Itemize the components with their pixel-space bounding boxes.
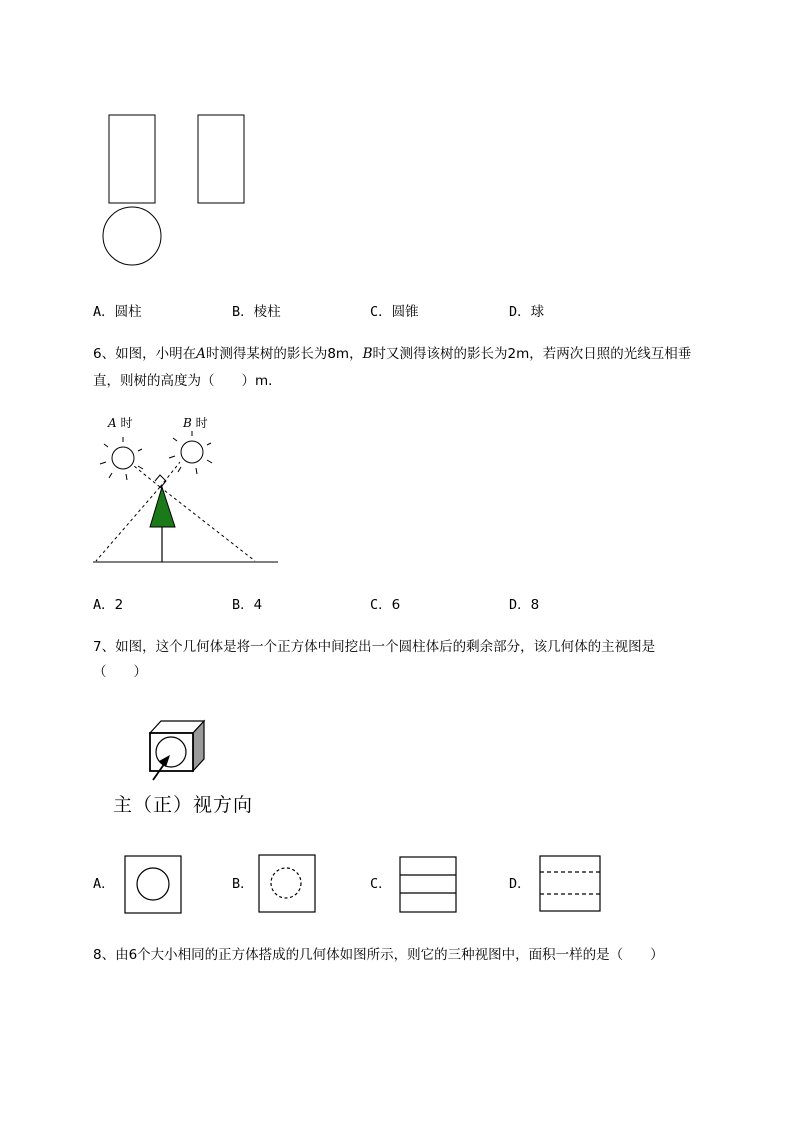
q6-text-b: 时测得某树的影长为8m，: [205, 346, 363, 362]
option-text: 球: [530, 304, 545, 320]
q7-stem-line2: （ ）: [93, 664, 147, 680]
q6-text-c: 时又测得该树的影长为2m，若两次日照的光线互相垂: [372, 346, 692, 362]
option-key: B．: [232, 597, 254, 613]
option-key: D．: [509, 304, 531, 320]
q7-option-b-figure[interactable]: [259, 855, 315, 912]
option-text: 2: [114, 597, 124, 613]
option-key: A．: [93, 876, 115, 892]
option-key: D．: [509, 876, 531, 892]
q6-var-b: B: [362, 346, 373, 362]
option-key: B．: [232, 304, 254, 320]
q7-option-d-figure[interactable]: [540, 856, 600, 911]
option-key: C．: [370, 304, 392, 320]
option-key: D．: [509, 597, 531, 613]
option-text: 圆柱: [114, 304, 142, 320]
q7-option-a-figure[interactable]: [125, 856, 181, 913]
sun-b-var: B: [183, 416, 192, 430]
sun-a-var: A: [108, 416, 117, 430]
q8-stem-line1: 8、由6个大小相同的正方体搭成的几何体如图所示，则它的三种视图中，面积一样的是（ ）: [93, 947, 664, 963]
option-key: A．: [93, 304, 115, 320]
q6-var-a: A: [196, 346, 206, 362]
option-text: 4: [253, 597, 263, 613]
q7-option-c-figure[interactable]: [400, 857, 456, 912]
option-text: 圆锥: [391, 304, 419, 320]
sun-a-time: 时: [120, 416, 133, 430]
option-key: B．: [232, 876, 254, 892]
option-key: C．: [370, 597, 392, 613]
sun-b-time: 时: [195, 416, 208, 430]
view-direction-label: 主（正）视方向: [113, 794, 254, 816]
option-text: 6: [391, 597, 401, 613]
option-key: C．: [370, 876, 392, 892]
q6-text-a: 6、如图，小明在: [93, 346, 197, 362]
option-key: A．: [93, 597, 115, 613]
option-text: 棱柱: [253, 304, 281, 320]
option-text: 8: [530, 597, 540, 613]
q6-stem-line2: 直，则树的高度为（ ）m．: [93, 373, 282, 389]
q7-stem-line1: 7、如图，这个几何体是将一个正方体中间挖出一个圆柱体后的剩余部分，该几何体的主视图是: [93, 639, 656, 655]
